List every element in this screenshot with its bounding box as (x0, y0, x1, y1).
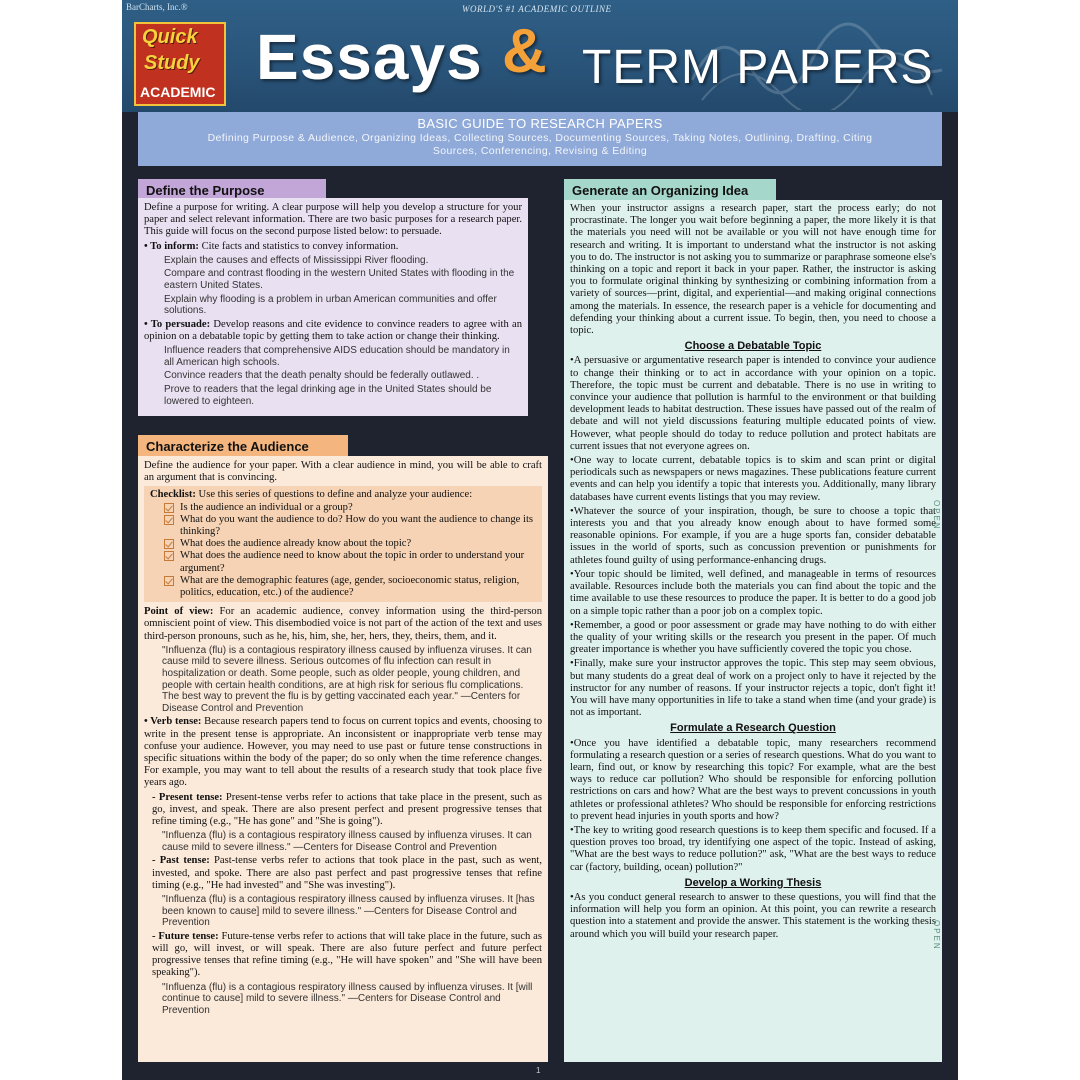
future-label: - Future tense: (152, 930, 219, 942)
persuade-example: Prove to readers that the legal drinking age in the United States should be lowered to eighteen. (164, 383, 492, 407)
inform-example: Explain the causes and effects of Mississippi River flooding. (164, 254, 429, 266)
title-main: Essays (256, 21, 483, 93)
topic-bullet: •Your topic should be limited, well defined, and manageable in terms of resources available. Resources include both the materials you can find about the topic and the time available to use these resources to produce the paper. It is better to do a good job on a simple topic rather than a poor job on a complex topic. (570, 568, 936, 617)
topic-bullet: •A persuasive or argumentative research paper is intended to convince your audience to change their thinking or to act in accordance with your opinion on a topic. Therefore, the topic must be current and debatable. There is no use in writing to convince your audience that pollution is harmful to the environment or that building development leads to habitat destruction. These issues have passed out of the realm of debate and will not yield discussions featuring multiple educated points of view. However, what people should do today to reduce pollution and protect habitats are current issues that not everyone agrees on. (570, 355, 936, 452)
persuade-example: Influence readers that comprehensive AIDS education should be mandatory in all American high schools. (164, 345, 510, 368)
purpose-inform (144, 241, 522, 253)
present-quote: "Influenza (flu) is a contagious respiratory illness caused by influenza viruses. It can cause mild to severe illness." —Centers for Disease Control and Prevention (162, 830, 532, 853)
tense-label: • Verb tense: (144, 716, 202, 728)
checklist-item (150, 514, 536, 538)
checklist-item (150, 550, 536, 574)
pov-text: For an academic audience, convey information using the third-person omniscient point of view. This disembodied voice is not part of the action of the text and uses third-person pronouns, such as he, his, him, she, her, hers, they, theirs, them, and it. (144, 606, 542, 642)
checklist-item-text: Is the audience an individual or a group? (180, 501, 353, 513)
page-number: 1 (536, 1066, 541, 1075)
checklist-item-text: What are the demographic features (age, gender, socioeconomic status, religion, politics, education, etc.) of the audience? (180, 574, 520, 599)
past-text: Past-tense verbs refer to actions that took place in the past, such as went, invested, and spoke. There are also past perfect and past progressive tenses that refine timing (e.g., "He had invested" and "She was investing"). (152, 855, 542, 891)
topic-bullet: •Remember, a good or poor assessment or grade may have nothing to do with either the quality of your writing skills or the research you present in the paper. Of much greater importance is whether you have sufficiently covered the topic you chose. (570, 619, 936, 656)
publisher-name: BarCharts, Inc.® (126, 2, 188, 12)
checklist-item (150, 502, 536, 514)
inform-label: • To inform: (144, 240, 199, 252)
checklist-label: Checklist: (150, 489, 196, 501)
present-text: Present-tense verbs refer to actions that take place in the present, such as go, invest, and speak. There are also present perfect and present progressive tenses that refine timing (e.g., "He has gone" and "She is going"). (152, 791, 542, 828)
section-purpose (138, 198, 528, 416)
verb-tense (144, 716, 542, 789)
present-label: - Present tense: (152, 791, 223, 803)
checkbox-checked-icon (164, 551, 174, 561)
banner-description: Defining Purpose & Audience, Organizing Ideas, Collecting Sources, Documenting Sources, Taking Notes, Outlining, Drafting, Citing Sources, Conferencing, Revising & Editing (207, 132, 873, 157)
logo-line-2: Study (144, 52, 200, 74)
subheading-thesis: Develop a Working Thesis (684, 876, 822, 889)
thesis-bullet: •As you conduct general research to answer to these questions, you will find that the information will help you form an opinion. At this point, you can rewrite a research question into a statement and provide the answer. This statement is the working thesis around which you will build your research paper. (570, 891, 936, 940)
purpose-intro: Define a purpose for writing. A clear purpose will help you develop a structure for your paper and select relevant information. There are two basic purposes for a research paper. This guide will focus on the second purpose listed below: to persuade. (144, 202, 522, 238)
checklist-intro (150, 489, 536, 501)
checkbox-checked-icon (164, 576, 174, 586)
logo-line-3: ACADEMIC (140, 84, 216, 100)
checklist-item (150, 538, 536, 550)
checklist-item-text: What does the audience need to know about the topic in order to understand your argument? (180, 550, 525, 574)
persuade-text: Develop reasons and cite evidence to convince readers to agree with an opinion on a debatable topic by getting them to take action or change their thinking. (144, 318, 522, 342)
checkbox-checked-icon (164, 503, 174, 513)
point-of-view (144, 606, 542, 643)
purpose-persuade (144, 319, 522, 343)
inform-example: Compare and contrast flooding in the western United States with flooding in the eastern United States. (164, 268, 515, 291)
tagline: WORLD'S #1 ACADEMIC OUTLINE (462, 4, 612, 14)
question-bullet: •The key to writing good research questions is to keep them specific and focused. If a question proves too broad, try identifying one aspect of the topic. Instead of asking, "What are the best ways to reduce pollution?" ask, "What are the best ways to reduce car (factory, building, ocean) pollution?" (570, 824, 936, 873)
pov-label: Point of view: (144, 606, 214, 618)
section-heading-audience: Characterize the Audience (138, 435, 348, 457)
section-heading-idea: Generate an Organizing Idea (564, 179, 776, 201)
future-text: Future-tense verbs refer to actions that will take place in the future, such as will go, will invest, or will speak. There are also future perfect and future perfect progressive tenses that refine timing (e.g., "He will have spoken" and "She will have been speaking"). (152, 930, 542, 979)
idea-intro: When your instructor assigns a research paper, start the process early; do not procrastinate. The longer you wait before beginning a paper, the more likely it is that the materials you need will not be available or you will not have enough time for research and writing. It is important to understand what the instructor is not asking you to do. The instructor is not asking you to summarize or paraphrase someone else's thinking on a topic and report it back in your paper. Rather, the instructor is asking you to formulate original thinking by synthesizing or combining information from a variety of sources—print, digital, and experiential—and making original connections among the materials. In essence, the research paper is a vehicle for documenting and defending your thinking about a current issue. To begin, then, you need to choose a topic. (570, 203, 936, 337)
audience-checklist (144, 486, 542, 602)
persuade-example: Convince readers that the death penalty should be federally outlawed. . (164, 370, 480, 382)
topic-bullet: •Finally, make sure your instructor approves the topic. This step may seem obvious, but many students do a great deal of work on a project only to have it rejected by the instructor for any number of reasons. If your instructor rejects a topic, don't fight it! You will have many opportunities in life to take a stand when time (and your grade) is not as important. (570, 658, 936, 719)
checkbox-checked-icon (164, 515, 174, 525)
pov-quote: "Influenza (flu) is a contagious respiratory illness caused by influenza viruses. It can cause mild to severe illness. Serious outcomes of flu infection can result in hospitalization or death. Some people, such as older people, young children, and people with certain health conditions, are at high risk for serious flu complications. The best way to prevent the flu is by getting vaccinated each year." —Centers for Disease Control and Prevention (162, 644, 532, 714)
reference-sheet (122, 0, 958, 1080)
past-label: - Past tense: (152, 855, 210, 867)
audience-intro: Define the audience for your paper. With a clear audience in mind, you will be able to craft an argument that is convincing. (144, 460, 542, 484)
inform-example: Explain why flooding is a problem in urban American communities and offer solutions. (164, 293, 497, 317)
checklist-item-text: What do you want the audience to do? How do you want the audience to change its thinking? (180, 513, 534, 538)
past-tense (144, 855, 542, 892)
subheading-question: Formulate a Research Question (670, 722, 836, 735)
section-heading-purpose: Define the Purpose (138, 179, 326, 201)
future-quote: "Influenza (flu) is a contagious respiratory illness caused by influenza viruses. It [will continue to cause] mild to severe illness." —Centers for Disease Control and Prevention (162, 981, 533, 1016)
section-idea (564, 200, 942, 1062)
title-ampersand: & (502, 17, 547, 86)
checklist-item-text: What does the audience already know about the topic? (180, 538, 412, 550)
banner-title: BASIC GUIDE TO RESEARCH PAPERS (417, 116, 663, 131)
past-quote: "Influenza (flu) is a contagious respiratory illness caused by influenza viruses. It [has been known to cause] mild to severe illness." —Centers for Disease Control and Prevention (162, 894, 535, 929)
future-tense (144, 931, 542, 980)
section-audience (138, 456, 548, 1062)
logo-line-1: Quick (142, 26, 198, 48)
checkbox-checked-icon (164, 539, 174, 549)
subject-banner (138, 112, 942, 166)
checklist-text: Use this series of questions to define and analyze your audience: (195, 489, 473, 501)
side-tab-open: OPEN (932, 500, 941, 531)
tense-text: Because research papers tend to focus on current topics and events, choosing to write in the present tense is appropriate. An inconsistent or inappropriate verb tense may confuse your audience. However, you may need to use past or future tense constructions in specific situations within the body of the paper; do so only when the time reference changes. For example, you may want to tell about the results of a research study that took place five years ago. (144, 716, 542, 789)
side-tab-open: OPEN (932, 920, 941, 951)
header (122, 0, 958, 112)
inform-text: Cite facts and statistics to convey information. (198, 240, 399, 252)
title-subtitle: TERM PAPERS (582, 41, 934, 94)
topic-bullet: •Whatever the source of your inspiration, though, be sure to choose a topic that interests you and that you already know enough about to have formed some reasonable opinions. For example, if you are a huge sports fan, consider debatable issues in the world of sports, such as concussion prevention or punishments for athletes found guilty of using performance-enhancing drugs. (570, 505, 936, 566)
persuade-label: • To persuade: (144, 318, 211, 330)
question-bullet: •Once you have identified a debatable topic, many researchers recommend formulating a research question or a series of research questions. What do you want to learn, find out, or know by researching this topic? For example, what are the best ways to reduce car pollution? Who should be responsible for enforcing pollution restrictions on cars and how? What are the best ways to prevent concussions in youth athletes or professional athletes? Who should be responsible for enforcing restrictions to prevent head injuries in youth sports and how? (570, 737, 936, 822)
quick-study-logo (134, 22, 226, 106)
topic-bullet: •One way to locate current, debatable topics is to skim and scan print or digital periodicals such as newspapers or news magazines. These publications feature current events and can help you identify a topic that interests you. Additionally, many library databases have current events listings that you may review. (570, 455, 936, 503)
present-tense (144, 792, 542, 829)
checklist-item (150, 575, 536, 599)
subheading-topic: Choose a Debatable Topic (684, 340, 822, 353)
